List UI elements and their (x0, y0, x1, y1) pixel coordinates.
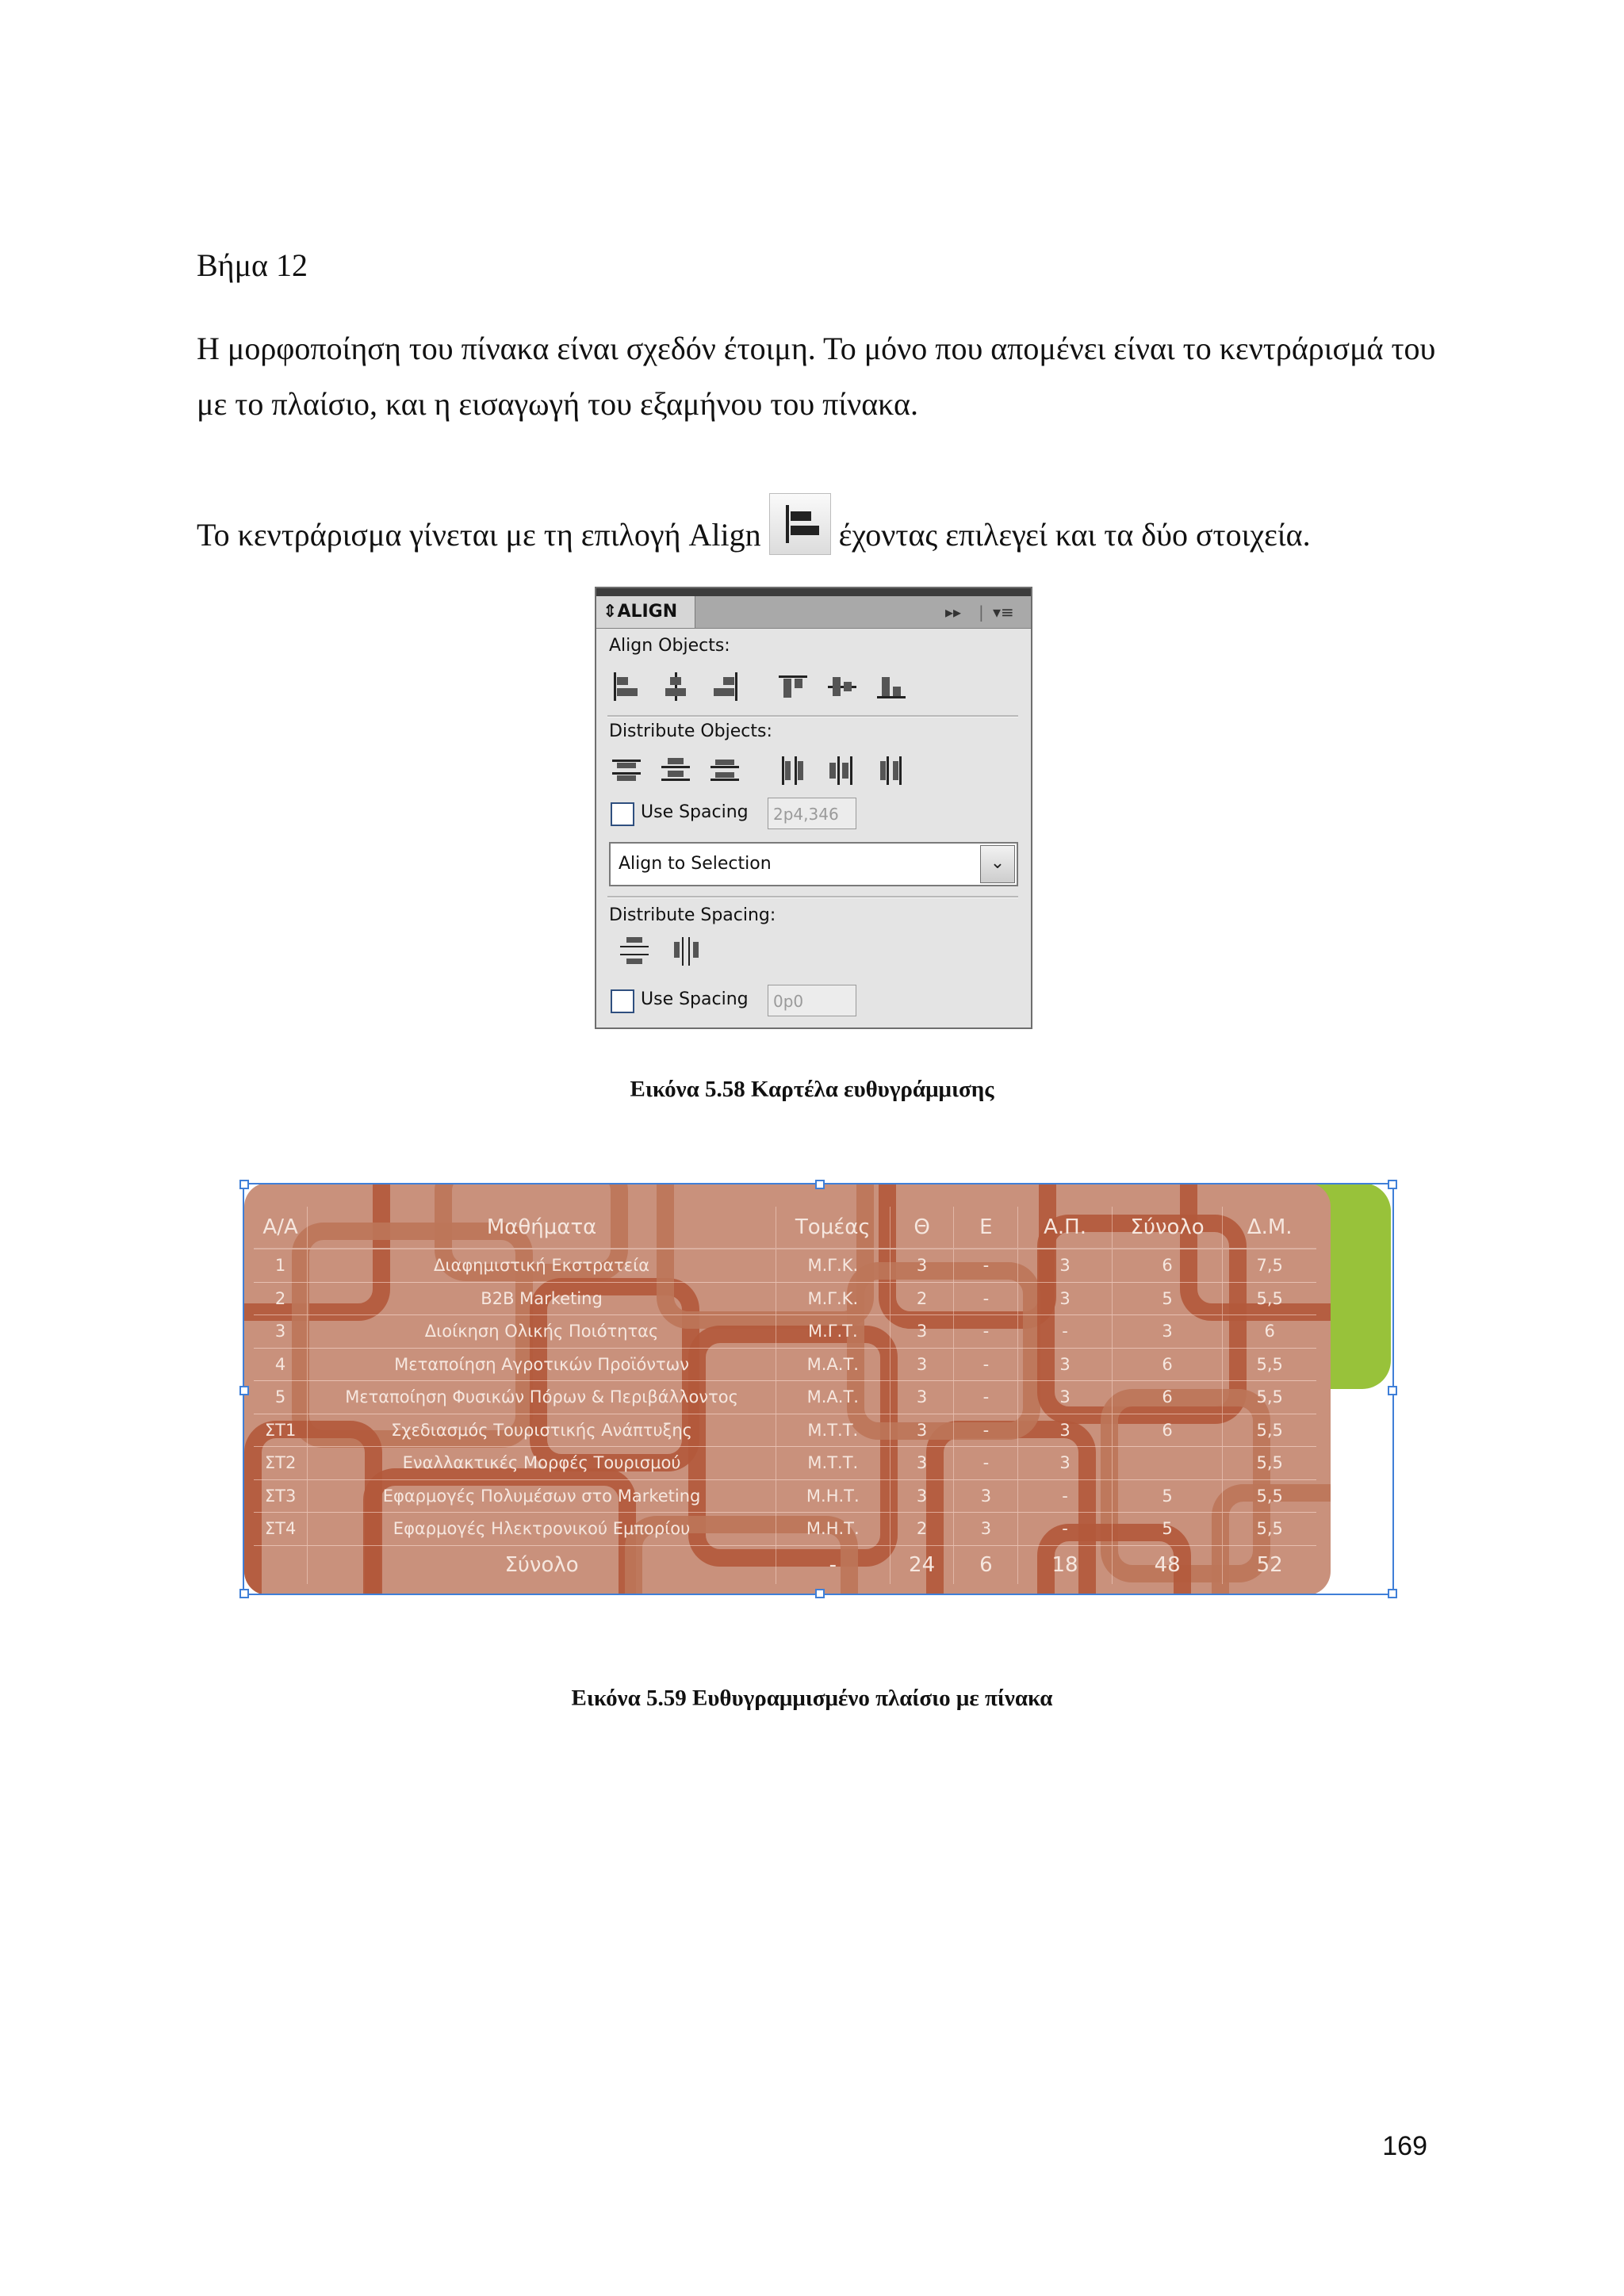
panel-menu-icon[interactable]: ▾≡ (993, 603, 1014, 622)
table-cell: ΣΤ1 (254, 1414, 308, 1447)
distribute-horizontal-space-icon[interactable] (669, 934, 704, 969)
table-cell: Μ.Α.Τ. (776, 1348, 890, 1381)
table-cell: 3 (1112, 1315, 1223, 1349)
spacing-field-1[interactable]: 2p4,346 (768, 798, 856, 829)
table-cell: - (954, 1414, 1018, 1447)
table-cell: 5,5 (1223, 1479, 1316, 1513)
table-cell: 5 (1112, 1479, 1223, 1513)
distribute-left-edges-icon[interactable] (776, 753, 810, 788)
table-cell: 3 (254, 1315, 308, 1349)
distribute-vertical-centers-icon[interactable] (658, 753, 693, 788)
table-cell: 18 (1018, 1545, 1113, 1584)
table-cell: 3 (890, 1447, 954, 1480)
align-objects-label: Align Objects: (609, 636, 730, 656)
table-cell: Εναλλακτικές Μορφές Τουρισμού (308, 1447, 776, 1480)
distribute-objects-label: Distribute Objects: (609, 721, 772, 741)
table-cell: ΣΤ3 (254, 1479, 308, 1513)
panel-title-strip (596, 588, 1031, 596)
align-bottom-edges-icon[interactable] (874, 669, 909, 704)
spacing-field-2[interactable]: 0p0 (768, 985, 856, 1016)
col-header: Ε (954, 1207, 1018, 1249)
table-cell: Μ.Γ.Κ. (776, 1282, 890, 1315)
table-cell: 48 (1112, 1545, 1223, 1584)
resize-handle-left[interactable] (239, 1386, 249, 1395)
table-cell: 6 (1112, 1381, 1223, 1414)
table-cell: 3 (1018, 1447, 1113, 1480)
table-cell: 3 (890, 1315, 954, 1349)
align-right-edges-icon[interactable] (707, 669, 742, 704)
distribute-bottom-edges-icon[interactable] (707, 753, 742, 788)
table-cell: 3 (890, 1348, 954, 1381)
paragraph-align-text-after: έχοντας επιλεγεί και τα δύο στοιχεία. (838, 517, 1311, 553)
table-cell: 5,5 (1223, 1513, 1316, 1546)
paragraph-align-instruction (197, 493, 1442, 563)
panel-tab-bar (596, 596, 1031, 629)
align-top-edges-icon[interactable] (776, 669, 810, 704)
resize-handle-right[interactable] (1388, 1386, 1397, 1395)
separator (607, 715, 1018, 718)
table-cell: Μ.Τ.Τ. (776, 1447, 890, 1480)
table-cell: Μ.Γ.Τ. (776, 1315, 890, 1349)
collapse-arrows-icon[interactable]: ⇕ (603, 602, 618, 622)
table-cell: ΣΤ4 (254, 1513, 308, 1546)
selection-bounding-box[interactable] (243, 1183, 1394, 1595)
table-cell: 3 (1018, 1282, 1113, 1315)
table-cell: Μεταποίηση Φυσικών Πόρων & Περιβάλλοντος (308, 1381, 776, 1414)
distribute-horizontal-centers-icon[interactable] (825, 753, 860, 788)
table-cell: 3 (1018, 1414, 1113, 1447)
table-cell: Διοίκηση Ολικής Ποιότητας (308, 1315, 776, 1349)
figure-caption-5-58: Εικόνα 5.58 Καρτέλα ευθυγράμμισης (630, 1077, 994, 1102)
col-header: Δ.Μ. (1223, 1207, 1316, 1249)
table-cell: 6 (1112, 1249, 1223, 1282)
resize-handle-top-left[interactable] (239, 1180, 249, 1189)
table-cell: 5 (1112, 1513, 1223, 1546)
align-to-value: Align to Selection (619, 854, 772, 874)
step-heading: Βήμα 12 (197, 247, 308, 283)
table-cell: 5 (1112, 1282, 1223, 1315)
align-left-icon (769, 493, 831, 555)
col-header: Τομέας (776, 1207, 890, 1249)
table-cell: 2 (254, 1282, 308, 1315)
use-spacing-label-2: Use Spacing (641, 989, 749, 1009)
table-cell: - (1018, 1513, 1113, 1546)
distribute-vertical-space-icon[interactable] (617, 934, 652, 969)
align-vertical-centers-icon[interactable] (825, 669, 860, 704)
paragraph-align-text-before: Το κεντράρισμα γίνεται με τη επιλογή Align (197, 517, 761, 553)
table-cell: Μ.Τ.Τ. (776, 1414, 890, 1447)
table-cell: Μεταποίηση Αγροτικών Προϊόντων (308, 1348, 776, 1381)
table-cell: - (954, 1315, 1018, 1349)
table-cell: Μ.Α.Τ. (776, 1381, 890, 1414)
table-cell: - (954, 1381, 1018, 1414)
table-cell: - (776, 1545, 890, 1584)
col-header: Α/Α (254, 1207, 308, 1249)
table-cell: 1 (254, 1249, 308, 1282)
table-cell: 3 (1018, 1381, 1113, 1414)
table-cell: 7,5 (1223, 1249, 1316, 1282)
table-cell: B2B Marketing (308, 1282, 776, 1315)
table-cell: 6 (1223, 1315, 1316, 1349)
table-cell: 52 (1223, 1545, 1316, 1584)
table-cell: Μ.Η.Τ. (776, 1513, 890, 1546)
paragraph-formatting: Η μορφοποίηση του πίνακα είναι σχεδόν έτοιμη. Το μόνο που απομένει είναι το κεντράρισμά του με το πλαίσιο, και η εισαγωγή του εξαμήνου του πίνακα. (197, 331, 1436, 422)
use-spacing-label-1: Use Spacing (641, 802, 749, 822)
table-cell: - (954, 1348, 1018, 1381)
figure-caption-5-59: Εικόνα 5.59 Ευθυγραμμισμένο πλαίσιο με πίνακα (571, 1686, 1053, 1711)
table-cell: 3 (1018, 1348, 1113, 1381)
table-cell: Μ.Η.Τ. (776, 1479, 890, 1513)
table-cell: 5,5 (1223, 1414, 1316, 1447)
table-cell: 2 (890, 1282, 954, 1315)
align-panel (595, 587, 1032, 1029)
tab-align-label: ALIGN (617, 602, 678, 622)
table-cell: - (954, 1447, 1018, 1480)
table-cell: 3 (954, 1479, 1018, 1513)
table-cell: 5,5 (1223, 1381, 1316, 1414)
table-cell: 3 (1018, 1249, 1113, 1282)
table-cell: 6 (954, 1545, 1018, 1584)
table-cell: 4 (254, 1348, 308, 1381)
table-cell: - (1018, 1479, 1113, 1513)
chevron-down-icon[interactable]: ⌄ (980, 845, 1015, 883)
table-cell: Μ.Γ.Κ. (776, 1249, 890, 1282)
table-cell: 3 (890, 1414, 954, 1447)
table-cell: 3 (890, 1479, 954, 1513)
table-cell: 3 (954, 1513, 1018, 1546)
resize-handle-top-right[interactable] (1388, 1180, 1397, 1189)
resize-handle-bottom-right[interactable] (1388, 1589, 1397, 1598)
table-cell: - (1018, 1315, 1113, 1349)
table-cell: 3 (890, 1249, 954, 1282)
table-cell: Διαφημιστική Εκστρατεία (308, 1249, 776, 1282)
table-cell: 5 (254, 1381, 308, 1414)
table-cell: Σύνολο (308, 1545, 776, 1584)
align-horizontal-centers-icon[interactable] (658, 669, 693, 704)
table-cell: 6 (1112, 1348, 1223, 1381)
separator (607, 896, 1018, 898)
expand-panel-icon[interactable]: ▸▸ (945, 603, 962, 622)
col-header: Θ (890, 1207, 954, 1249)
table-cell: 5,5 (1223, 1282, 1316, 1315)
distribute-right-edges-icon[interactable] (874, 753, 909, 788)
table-cell: Σχεδιασμός Τουριστικής Ανάπτυξης (308, 1414, 776, 1447)
tab-align[interactable] (596, 596, 695, 628)
table-cell: 3 (890, 1381, 954, 1414)
resize-handle-bottom[interactable] (815, 1589, 825, 1598)
use-spacing-checkbox-2[interactable] (611, 989, 634, 1013)
table-cell: Εφαρμογές Ηλεκτρονικού Εμπορίου (308, 1513, 776, 1546)
table-cell: 5,5 (1223, 1447, 1316, 1480)
align-left-edges-icon[interactable] (609, 669, 644, 704)
use-spacing-checkbox-1[interactable] (611, 802, 634, 826)
table-cell: Εφαρμογές Πολυμέσων στο Marketing (308, 1479, 776, 1513)
col-header: Α.Π. (1018, 1207, 1113, 1249)
align-to-select[interactable] (609, 842, 1018, 886)
col-header: Σύνολο (1112, 1207, 1223, 1249)
table-cell: - (954, 1282, 1018, 1315)
table-cell: 5,5 (1223, 1348, 1316, 1381)
page-number: 169 (1382, 2131, 1427, 2161)
table-cell: ΣΤ2 (254, 1447, 308, 1480)
resize-handle-bottom-left[interactable] (239, 1589, 249, 1598)
distribute-spacing-label: Distribute Spacing: (609, 905, 776, 925)
table-frame-image[interactable] (243, 1183, 1394, 1595)
resize-handle-top[interactable] (815, 1180, 825, 1189)
table-cell: 6 (1112, 1414, 1223, 1447)
table-cell: 24 (890, 1545, 954, 1584)
tab-divider: | (979, 603, 984, 622)
distribute-top-edges-icon[interactable] (609, 753, 644, 788)
table-cell: 2 (890, 1513, 954, 1546)
table-cell: - (954, 1249, 1018, 1282)
col-header: Μαθήματα (308, 1207, 776, 1249)
